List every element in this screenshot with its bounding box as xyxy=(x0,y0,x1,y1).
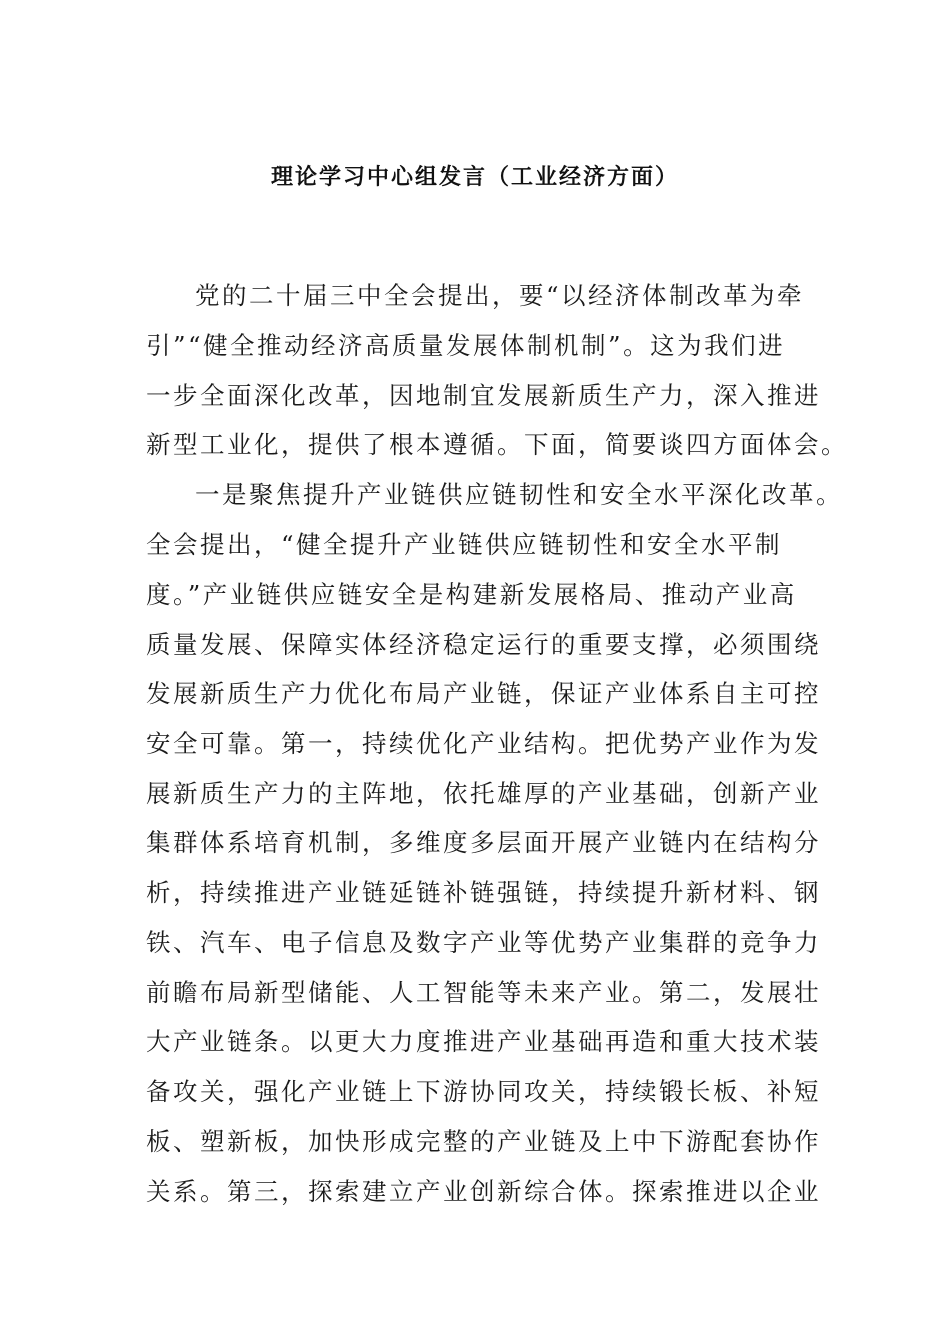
document-title: 理论学习中心组发言（工业经济方面） xyxy=(270,165,679,190)
body-line: 质量发展、保障实体经济稳定运行的重要支撑，必须围绕 xyxy=(146,630,821,659)
body-line: 铁、汽车、电子信息及数字产业等优势产业集群的竞争力 xyxy=(146,928,821,957)
body-line: 新型工业化，提供了根本遵循。下面，简要谈四方面体会。 xyxy=(146,430,848,459)
body-line: 板、塑新板，加快形成完整的产业链及上中下游配套协作 xyxy=(146,1127,821,1156)
body-line: 党的二十届三中全会提出，要“以经济体制改革为牵 xyxy=(195,281,805,310)
body-line: 引”“健全推动经济高质量发展体制机制”。这为我们进 xyxy=(146,331,786,360)
body-line: 一步全面深化改革，因地制宜发展新质生产力，深入推进 xyxy=(146,381,821,410)
body-line: 集群体系培育机制，多维度多层面开展产业链内在结构分 xyxy=(146,828,821,857)
body-line: 大产业链条。以更大力度推进产业基础再造和重大技术装 xyxy=(146,1027,821,1056)
body-line: 发展新质生产力优化布局产业链，保证产业体系自主可控 xyxy=(146,679,821,708)
body-line: 关系。第三，探索建立产业创新综合体。探索推进以企业 xyxy=(146,1177,821,1206)
body-line: 备攻关，强化产业链上下游协同攻关，持续锻长板、补短 xyxy=(146,1077,821,1106)
body-line: 度。”产业链供应链安全是构建新发展格局、推动产业高 xyxy=(146,580,797,609)
body-line: 前瞻布局新型储能、人工智能等未来产业。第二，发展壮 xyxy=(146,978,821,1007)
body-line: 安全可靠。第一，持续优化产业结构。把优势产业作为发 xyxy=(146,729,821,758)
body-line: 一是聚焦提升产业链供应链韧性和安全水平深化改革。 xyxy=(195,480,843,509)
body-line: 展新质生产力的主阵地，依托雄厚的产业基础，创新产业 xyxy=(146,779,821,808)
body-line: 全会提出，“健全提升产业链供应链韧性和安全水平制 xyxy=(146,530,783,559)
body-line: 析，持续推进产业链延链补链强链，持续提升新材料、钢 xyxy=(146,878,821,907)
